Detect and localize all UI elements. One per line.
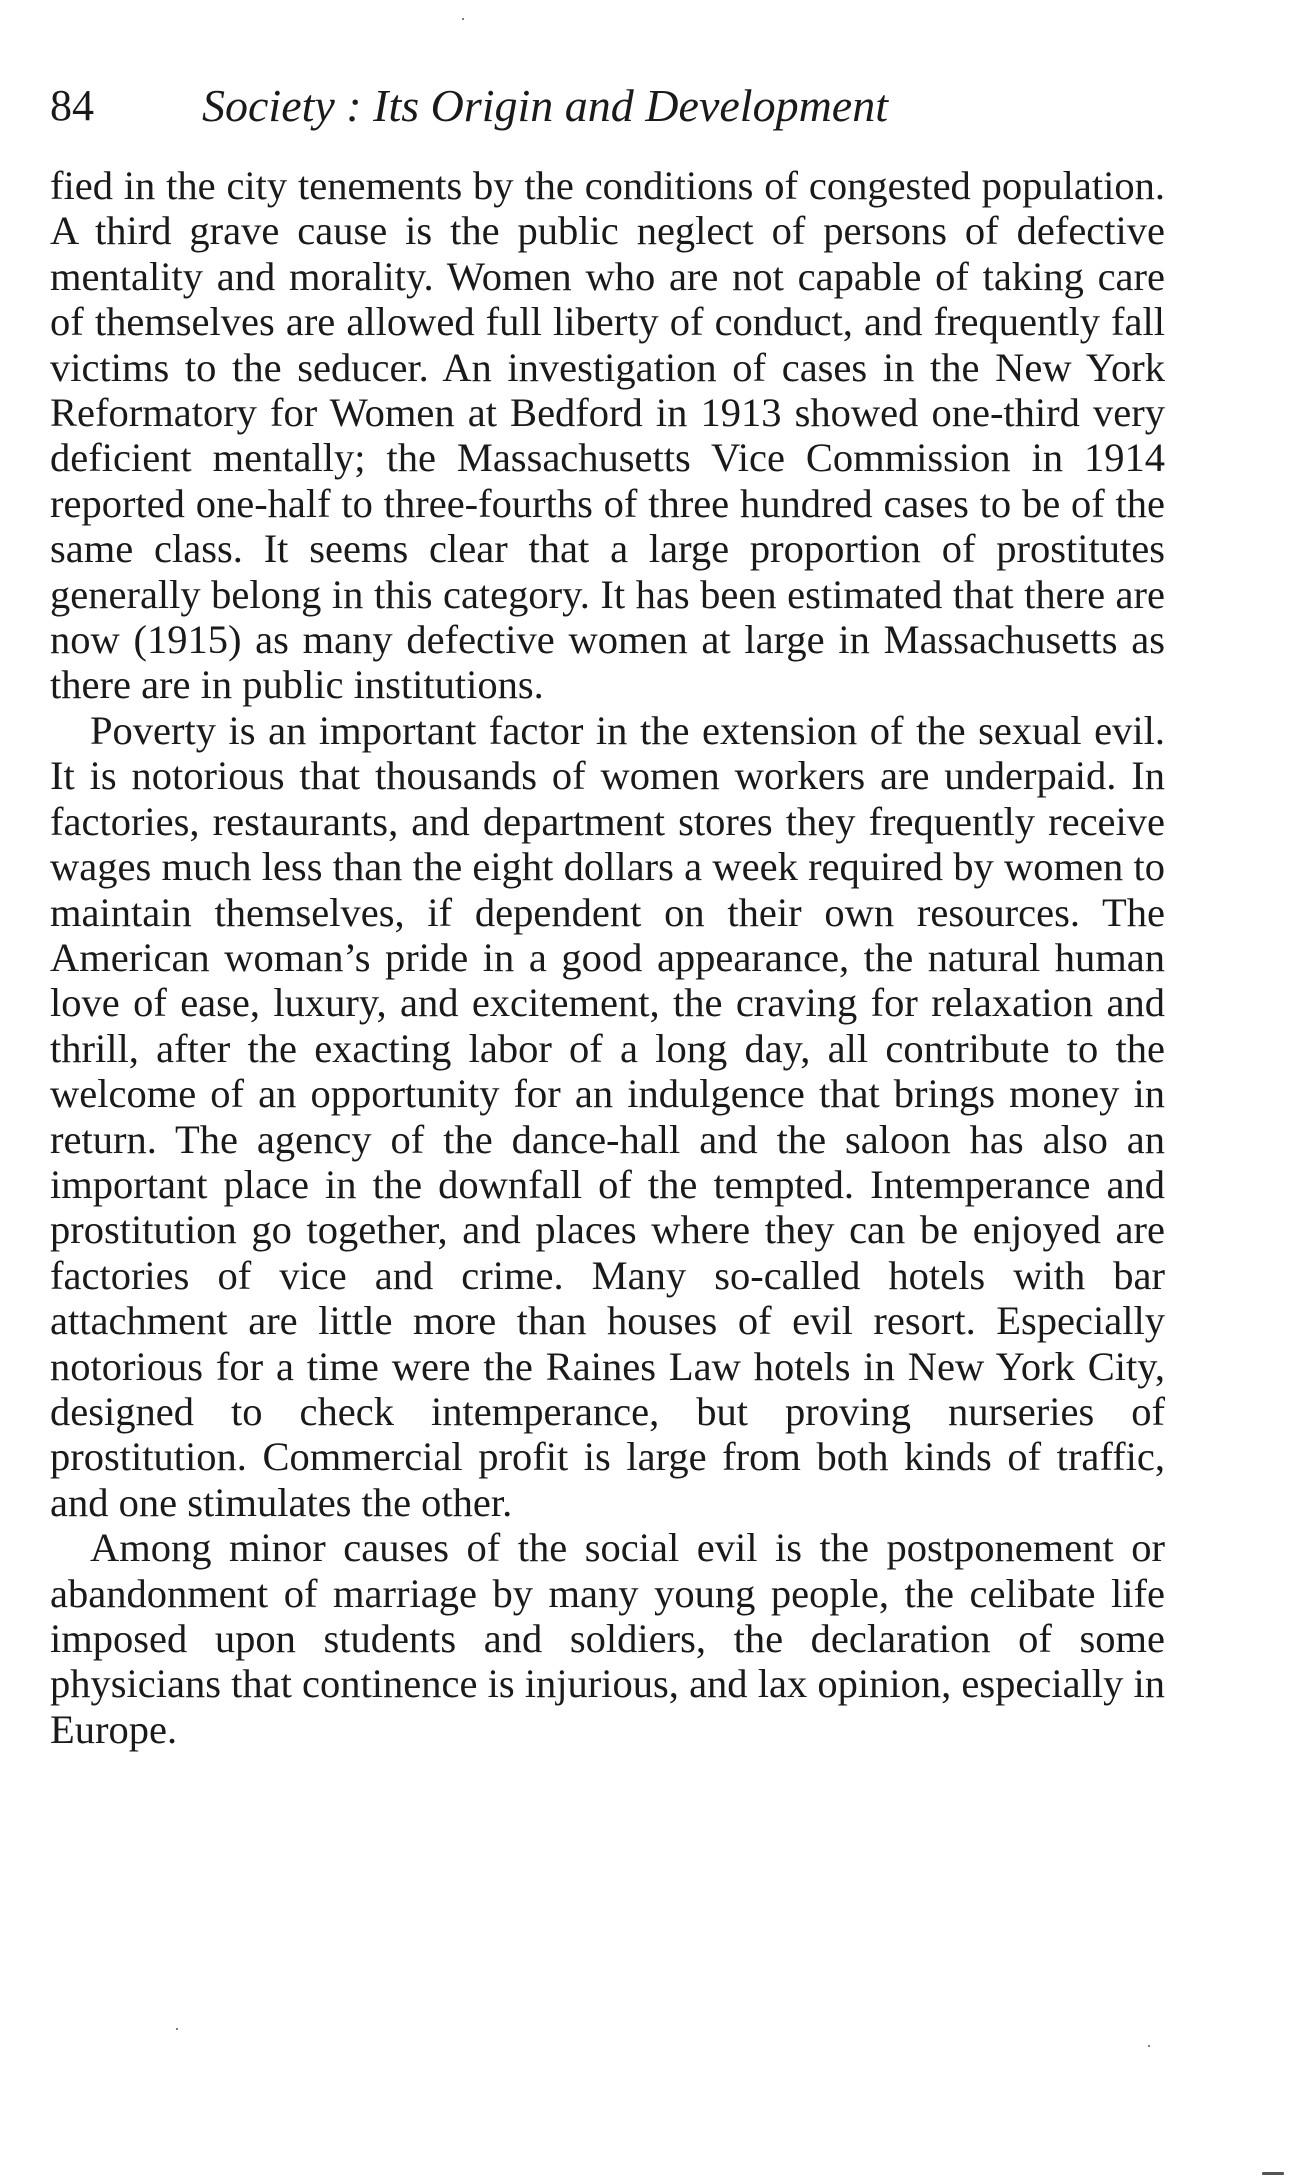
running-head [50,76,1165,136]
body-text [50,163,1165,1752]
paragraph-2: Poverty is an important factor in the extension of the sexual evil. It is notorious that thousands of women workers are underpaid. In factories, restaurants, and department stores they frequently receive wages much less than the eight dollars a week required by women to maintain themselves, if dependent on their own resources. The American woman’s pride in a good appearance, the natural human love of ease, luxury, and excitement, the craving for relaxation and thrill, after the exacting labor of a long day, all contribute to the welcome of an opportunity for an indulgence that brings money in return. The agency of the dance-hall and the saloon has also an important place in the downfall of the tempted. Intemperance and prostitution go together, and places where they can be enjoyed are factories of vice and crime. Many so-called hotels with bar attachment are little more than houses of evil resort. Especially notorious for a time were the Raines Law hotels in New York City, designed to check intemperance, but proving nurseries of prostitution. Commercial profit is large from both kinds of traffic, and one stimulates the other. [50,707,1165,1525]
scan-speck [462,18,464,20]
running-title: Society : Its Origin and Development [202,80,888,131]
scan-speck [1262,2172,1284,2175]
paragraph-3: Among minor causes of the social evil is the postponement or abandonment of marriage by many young people, the celibate life imposed upon students and soldiers, the declaration of some physicians that continence is injurious, and lax opinion, especially in Europe. [50,1525,1165,1752]
scan-speck [1148,2045,1150,2047]
page-number: 84 [50,81,94,130]
scan-speck [176,2028,178,2030]
paragraph-1: fied in the city tenements by the conditions of congested population. A third grave cause is the public neglect of persons of defective mentality and morality. Women who are not capable of taking care of themselves are allowed full liberty of conduct, and frequently fall victims to the seducer. An investigation of cases in the New York Reformatory for Women at Bedford in 1913 showed one-third very deficient mentally; the Massachusetts Vice Commission in 1914 reported one-half to three-fourths of three hundred cases to be of the same class. It seems clear that a large proportion of prostitutes generally belong in this category. It has been estimated that there are now (1915) as many defective women at large in Massachusetts as there are in public institutions. [50,163,1165,708]
